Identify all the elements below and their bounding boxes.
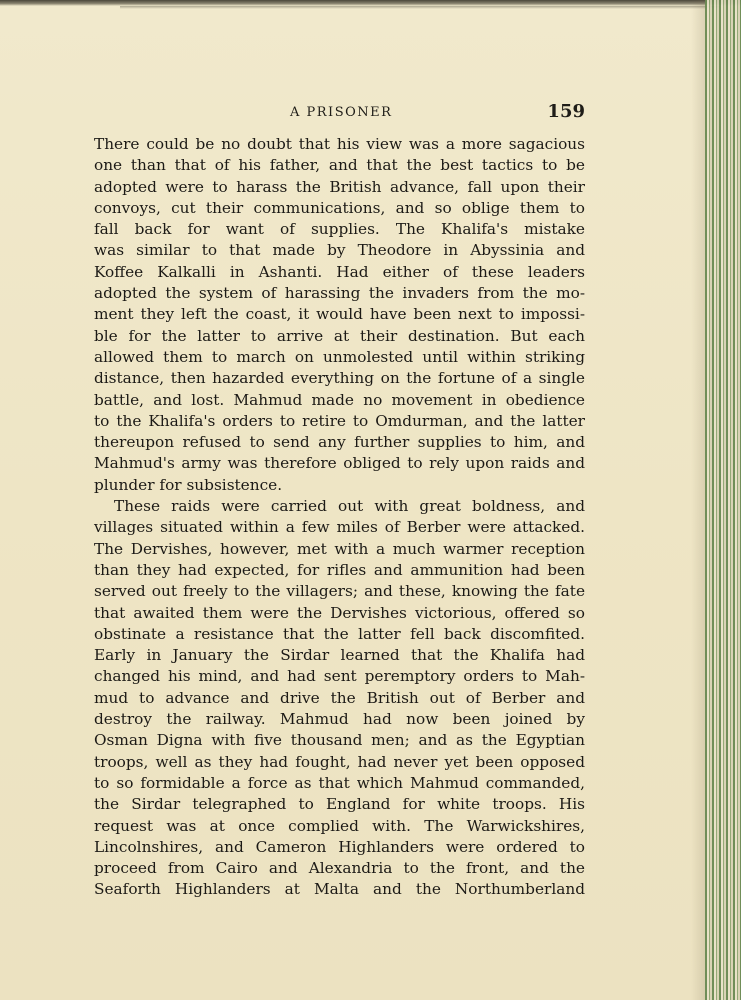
text-line: These raids were carried out with great boldness, and [114,497,585,516]
text-line: convoys, cut their communications, and so oblige them to [94,198,585,217]
text-line: battle, and lost. Mahmud made no movement in obedience [94,390,585,409]
text-line: request was at once complied with. The Warwickshires, [94,816,585,835]
text-line: plunder for subsistence. [94,475,283,494]
top-edge-shadow [120,6,720,9]
page-edges [705,0,741,1000]
text-line: ment they left the coast, it would have been next to impossi- [94,305,585,324]
text-line: to so formidable a force as that which Mahmud commanded, [94,773,585,792]
text-line: The Dervishes, however, met with a much warmer reception [94,539,585,558]
text-line: changed his mind, and had sent peremptory orders to Mah- [94,667,585,686]
text-line: than they had expected, for rifles and ammunition had been [94,560,585,579]
text-line: adopted were to harass the British advance, fall upon their [94,177,585,196]
body-text [94,134,585,901]
text-line: allowed them to march on unmolested until within striking [94,347,585,366]
page-number: 159 [547,101,585,122]
text-line: destroy the railway. Mahmud had now been joined by [94,710,585,729]
text-line: Seaforth Highlanders at Malta and the Northumberland [94,880,585,899]
text-line: adopted the system of harassing the invaders from the mo- [94,284,585,303]
text-line: Early in January the Sirdar learned that the Khalifa had [94,646,585,665]
text-line: Mahmud's army was therefore obliged to rely upon raids and [94,454,585,473]
text-line: Lincolnshires, and Cameron Highlanders were ordered to [94,837,585,856]
text-line: was similar to that made by Theodore in Abyssinia and [94,241,585,260]
text-line: villages situated within a few miles of Berber were attacked. [94,518,585,537]
text-line: obstinate a resistance that the latter fell back discomfited. [94,624,585,643]
text-line: mud to advance and drive the British out of Berber and [94,688,585,707]
text-line: distance, then hazarded everything on the fortune of a single [94,369,585,388]
text-line: Koffee Kalkalli in Ashanti. Had either of these leaders [94,262,585,281]
running-head: A PRISONER [290,105,393,120]
text-line: fall back for want of supplies. The Khalifa's mistake [94,220,585,239]
text-line: served out freely to the villagers; and these, knowing the fate [94,582,585,601]
text-line: ble for the latter to arrive at their destination. But each [94,326,585,345]
text-line: thereupon refused to send any further supplies to him, and [94,433,585,452]
text-line: that awaited them were the Dervishes victorious, offered so [94,603,585,622]
page-gutter-shadow [691,0,705,1000]
text-line: one than that of his father, and that the best tactics to be [94,156,585,175]
text-line: proceed from Cairo and Alexandria to the front, and the [94,859,585,878]
page-header [94,101,585,125]
text-line: the Sirdar telegraphed to England for white troops. His [94,795,585,814]
text-line: Osman Digna with five thousand men; and as the Egyptian [94,731,585,750]
text-line: There could be no doubt that his view was a more sagacious [94,135,585,153]
text-line: troops, well as they had fought, had never yet been opposed [94,752,585,771]
text-line: to the Khalifa's orders to retire to Omdurman, and the latter [94,411,585,430]
